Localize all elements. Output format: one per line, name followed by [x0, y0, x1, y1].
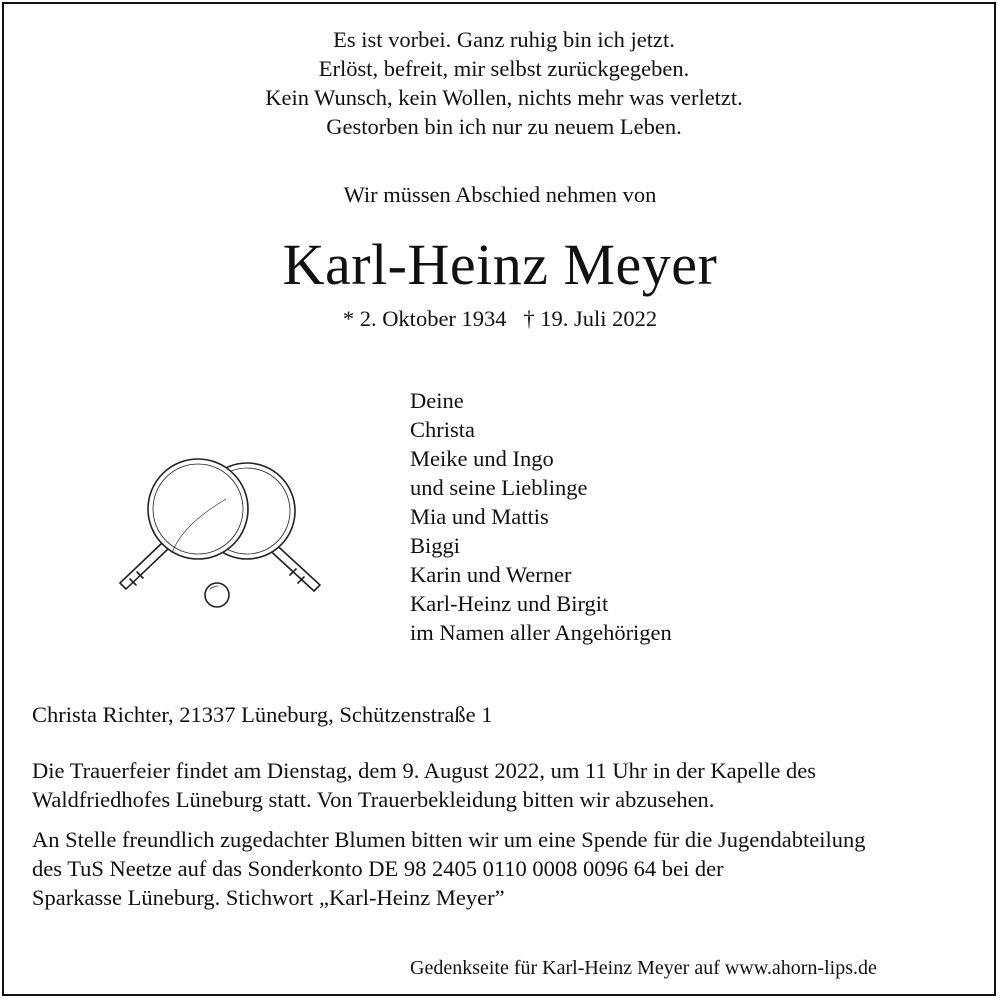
poem-line: Es ist vorbei. Ganz ruhig bin ich jetzt. [333, 27, 675, 52]
birth-date: * 2. Oktober 1934 [342, 306, 507, 331]
donation-notice [32, 825, 972, 912]
deceased-name: Karl-Heinz Meyer [282, 232, 718, 297]
donation-line: An Stelle freundlich zugedachter Blumen bitten wir um eine Spende für die Jugendabteilung [32, 827, 866, 852]
ceremony-line: Die Trauerfeier findet am Dienstag, dem 9. August 2022, um 11 Uhr in der Kapelle des [32, 758, 816, 783]
mourners-list [410, 386, 672, 647]
ping-pong-ball [205, 583, 229, 607]
donation-line: des TuS Neetze auf das Sonderkonto DE 98 2405 0110 0008 0096 64 bei der [32, 856, 724, 881]
mourner-line: Karl-Heinz und Birgit [410, 591, 609, 616]
mourner-line: Christa [410, 417, 475, 442]
mourner-line: im Namen aller Angehörigen [410, 620, 672, 645]
poem-line: Erlöst, befreit, mir selbst zurückgegeben. [318, 56, 690, 81]
left-paddle-handle [120, 543, 168, 589]
ceremony-notice [32, 756, 972, 814]
poem [4, 25, 1000, 141]
mourner-line: Deine [410, 388, 464, 413]
mourner-line: und seine Lieblinge [410, 475, 588, 500]
table-tennis-paddles-and-ball-icon [110, 455, 330, 615]
mourner-line: Meike und Ingo [410, 446, 554, 471]
memorial-page-note: Gedenkseite für Karl-Heinz Meyer auf www.ahorn-lips.de [410, 957, 877, 979]
poem-line: Gestorben bin ich nur zu neuem Leben. [326, 114, 682, 139]
donation-line: Sparkasse Lüneburg. Stichwort „Karl-Heinz Meyer” [32, 885, 505, 910]
left-paddle-blade [148, 459, 248, 559]
mourner-line: Karin und Werner [410, 562, 572, 587]
contact-address: Christa Richter, 21337 Lüneburg, Schützenstraße 1 [32, 702, 493, 727]
poem-line: Kein Wunsch, kein Wollen, nichts mehr was verletzt. [265, 85, 743, 110]
mourner-line: Mia und Mattis [410, 504, 549, 529]
farewell-intro: Wir müssen Abschied nehmen von [343, 182, 657, 207]
life-dates [0, 304, 1000, 333]
mourner-line: Biggi [410, 533, 461, 558]
death-date: † 19. Juli 2022 [523, 306, 658, 331]
ceremony-line: Waldfriedhofes Lüneburg statt. Von Trauerbekleidung bitten wir abzusehen. [32, 787, 715, 812]
